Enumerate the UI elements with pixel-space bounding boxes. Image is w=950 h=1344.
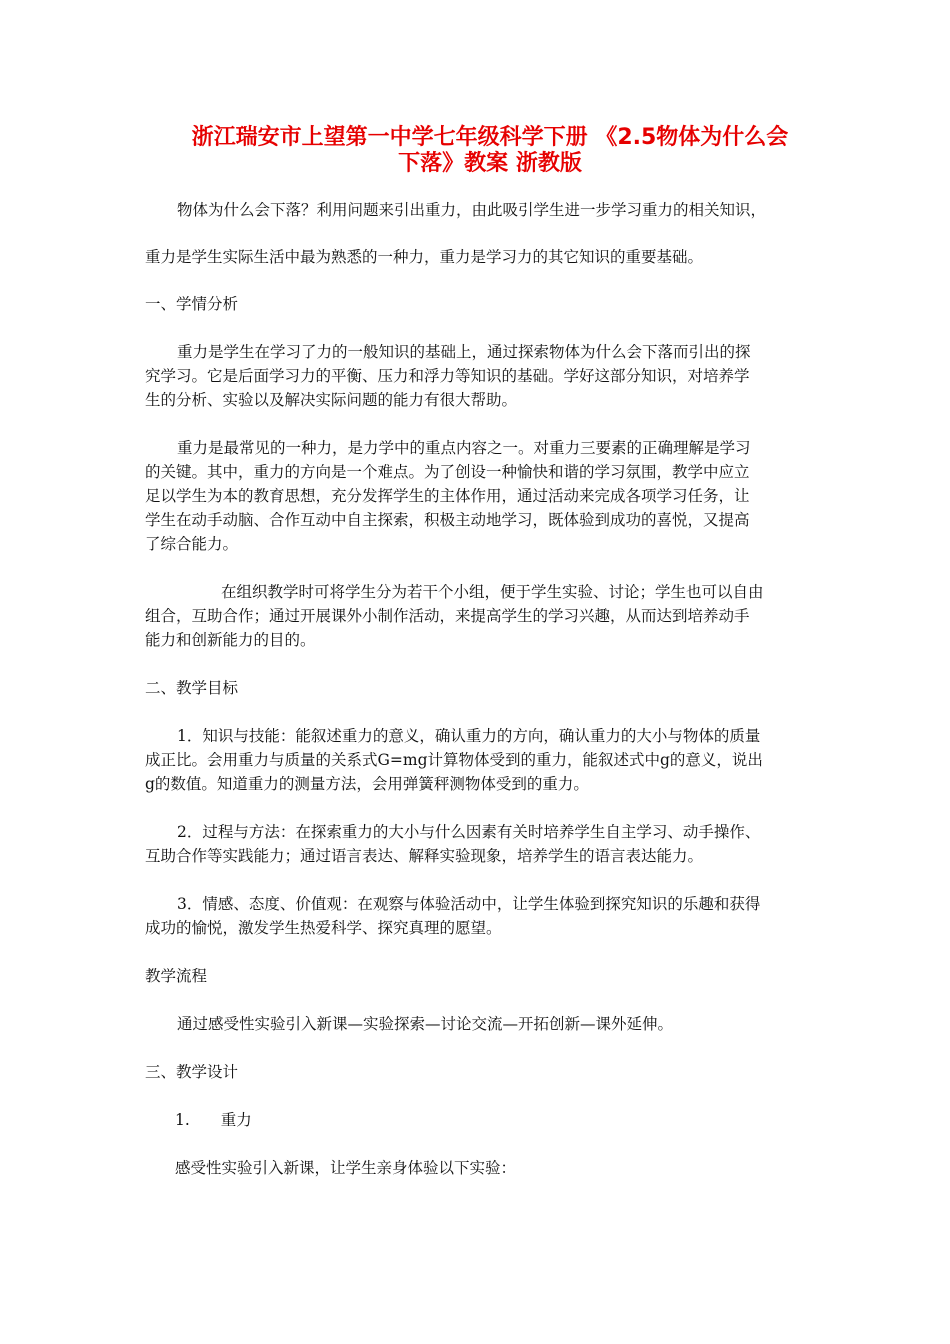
paragraph-line: 的关键。其中，重力的方向是一个难点。为了创设一种愉快和谐的学习氛围，教学中应立 <box>145 463 750 481</box>
document-title-line-2: 下落》教案 浙教版 <box>398 151 582 176</box>
section-heading-teaching-design: 三、教学设计 <box>145 1063 239 1081</box>
paragraph-line: 组合，互助合作；通过开展课外小制作活动，来提高学生的学习兴趣，从而达到培养动手 <box>145 607 750 625</box>
paragraph-line: 在组织教学时可将学生分为若干个小组，便于学生实验、讨论；学生也可以自由 <box>221 583 764 601</box>
section-heading-teaching-goals: 二、教学目标 <box>145 679 239 697</box>
paragraph-line: 通过感受性实验引入新课—实验探索—讨论交流—开拓创新—课外延伸。 <box>177 1015 674 1033</box>
paragraph-line: 成功的愉悦，激发学生热爱科学、探究真理的愿望。 <box>145 919 502 937</box>
paragraph-line: 重力是学生在学习了力的一般知识的基础上，通过探索物体为什么会下落而引出的探 <box>177 343 751 361</box>
paragraph-line: 生的分析、实验以及解决实际问题的能力有很大帮助。 <box>145 391 518 409</box>
section-heading-teaching-flow: 教学流程 <box>145 967 208 985</box>
paragraph-line: 2．过程与方法：在探索重力的大小与什么因素有关时培养学生自主学习、动手操作、 <box>177 823 761 841</box>
document-title-line-1: 浙江瑞安市上望第一中学七年级科学下册 《2.5物体为什么会 <box>191 125 789 150</box>
paragraph-line: 究学习。它是后面学习力的平衡、压力和浮力等知识的基础。学好这部分知识，对培养学 <box>145 367 750 385</box>
paragraph-line: 3．情感、态度、价值观：在观察与体验活动中，让学生体验到探究知识的乐趣和获得 <box>177 895 761 913</box>
intro-paragraph-line: 物体为什么会下落？利用问题来引出重力，由此吸引学生进一步学习重力的相关知识， <box>177 201 767 219</box>
paragraph-line: 足以学生为本的教育思想，充分发挥学生的主体作用，通过活动来完成各项学习任务，让 <box>145 487 750 505</box>
intro-paragraph-line: 重力是学生实际生活中最为熟悉的一种力，重力是学习力的其它知识的重要基础。 <box>145 248 704 266</box>
subsection-heading-gravity: 1. 重力 <box>175 1111 252 1129</box>
paragraph-line: 互助合作等实践能力；通过语言表达、解释实验现象，培养学生的语言表达能力。 <box>145 847 704 865</box>
paragraph-line: 成正比。会用重力与质量的关系式G=mg计算物体受到的重力，能叙述式中g的意义，说出 <box>145 751 763 769</box>
paragraph-line: 学生在动手动脑、合作互动中自主探索，积极主动地学习，既体验到成功的喜悦，又提高 <box>145 511 750 529</box>
paragraph-line: 感受性实验引入新课，让学生亲身体验以下实验： <box>175 1159 517 1177</box>
paragraph-line: g的数值。知道重力的测量方法，会用弹簧秤测物体受到的重力。 <box>145 775 589 793</box>
section-heading-learning-analysis: 一、学情分析 <box>145 295 239 313</box>
paragraph-line: 能力和创新能力的目的。 <box>145 631 316 649</box>
paragraph-line: 了综合能力。 <box>145 535 239 553</box>
paragraph-line: 重力是最常见的一种力，是力学中的重点内容之一。对重力三要素的正确理解是学习 <box>177 439 751 457</box>
paragraph-line: 1．知识与技能：能叙述重力的意义，确认重力的方向，确认重力的大小与物体的质量 <box>177 727 761 745</box>
